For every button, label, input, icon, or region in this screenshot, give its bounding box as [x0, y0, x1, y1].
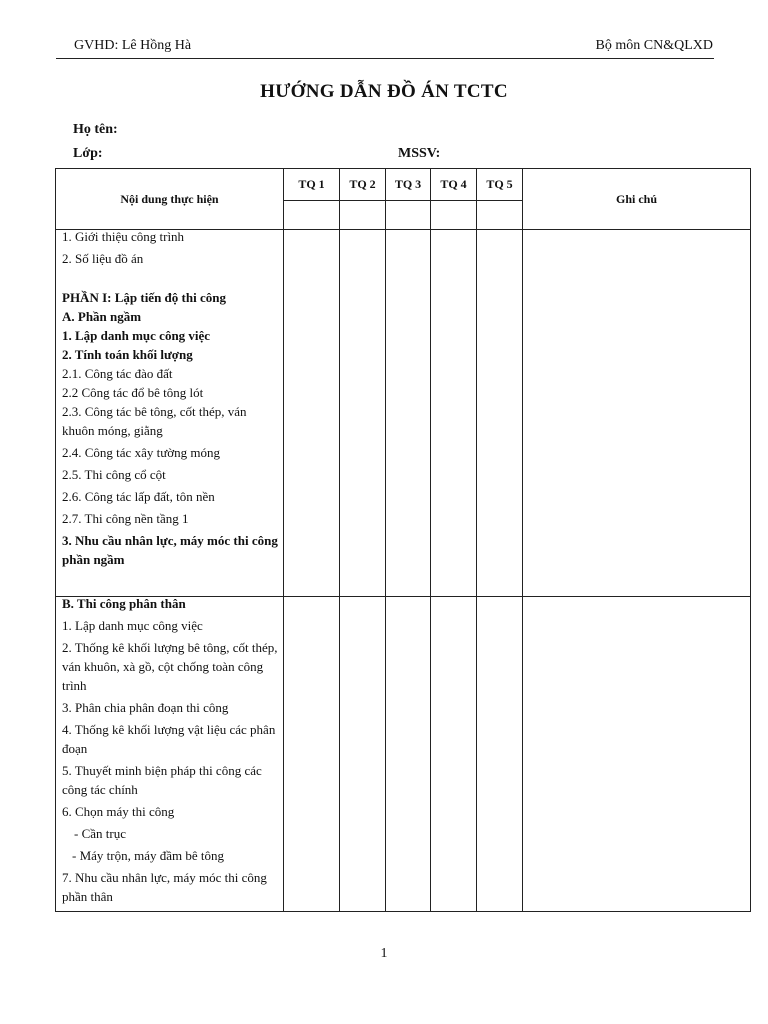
tq5-subcell	[477, 201, 523, 230]
list-item: - Cần trục	[74, 826, 126, 841]
tq3-cell	[386, 230, 431, 597]
table-row	[56, 597, 751, 912]
list-item: 3. Phân chia phân đoạn thi công	[62, 700, 229, 715]
tq4-subcell	[431, 201, 477, 230]
tq5-header: TQ 5	[477, 169, 523, 201]
section2-content	[56, 597, 284, 912]
list-item: 2.5. Thi công cổ cột	[62, 467, 166, 482]
section-heading: A. Phần ngầm	[62, 309, 142, 324]
name-label: Họ tên:	[73, 122, 118, 137]
list-item: 2.7. Thi công nền tầng 1	[62, 511, 189, 526]
section-heading: PHẦN I: Lập tiến độ thi công	[62, 290, 226, 305]
section-heading: 2. Tính toán khối lượng	[62, 347, 193, 362]
notes-column-header: Ghi chú	[523, 169, 751, 230]
section-heading: B. Thi công phân thân	[62, 596, 186, 611]
page-number: 1	[380, 946, 388, 961]
section-heading: 1. Lập danh mục công việc	[62, 328, 211, 343]
list-item: 2. Thống kê khối lượng bê tông, cốt thép, ván khuôn, xà gồ, cột chống toàn công trình	[62, 640, 278, 693]
section-heading: 3. Nhu cầu nhân lực, máy móc thi công phần ngầm	[62, 533, 278, 567]
list-item: - Máy trộn, máy đầm bê tông	[72, 848, 224, 863]
list-item: 2.2 Công tác đổ bê tông lót	[62, 385, 204, 400]
list-item: 7. Nhu cầu nhân lực, máy móc thi công phần thân	[62, 870, 267, 904]
notes-cell	[523, 230, 751, 597]
tq2-cell	[340, 597, 386, 912]
document-title: HƯỚNG DẪN ĐỒ ÁN TCTC	[260, 81, 508, 102]
tq4-cell	[431, 230, 477, 597]
header-rule	[56, 58, 714, 59]
tq5-cell	[477, 230, 523, 597]
header-department: Bộ môn CN&QLXD	[595, 38, 713, 53]
list-item: 2. Số liệu đồ án	[62, 251, 144, 266]
tq3-cell	[386, 597, 431, 912]
section1-content	[56, 230, 284, 597]
tq1-header: TQ 1	[284, 169, 340, 201]
tq1-cell	[284, 230, 340, 597]
list-item: 2.1. Công tác đào đất	[62, 366, 173, 381]
header-instructor: GVHD: Lê Hồng Hà	[74, 38, 192, 53]
tq4-header: TQ 4	[431, 169, 477, 201]
table-header-row	[56, 169, 751, 201]
list-item: 1. Giới thiệu công trình	[62, 229, 185, 244]
tq4-cell	[431, 597, 477, 912]
list-item: 2.6. Công tác lấp đất, tôn nền	[62, 489, 215, 504]
list-item: 6. Chọn máy thi công	[62, 804, 175, 819]
tq3-header: TQ 3	[386, 169, 431, 201]
content-column-header: Nội dung thực hiện	[56, 169, 284, 230]
tq5-cell	[477, 597, 523, 912]
student-id-label: MSSV:	[398, 146, 441, 161]
list-item: 2.3. Công tác bê tông, cốt thép, ván khuôn móng, giằng	[62, 404, 247, 438]
tq2-cell	[340, 230, 386, 597]
tq1-cell	[284, 597, 340, 912]
tq2-subcell	[340, 201, 386, 230]
notes-cell	[523, 597, 751, 912]
tq2-header: TQ 2	[340, 169, 386, 201]
tq3-subcell	[386, 201, 431, 230]
table-row	[56, 230, 751, 597]
list-item: 2.4. Công tác xây tường móng	[62, 445, 220, 460]
list-item: 5. Thuyết minh biện pháp thi công các công tác chính	[62, 763, 262, 797]
tq1-subcell	[284, 201, 340, 230]
class-label: Lớp:	[73, 146, 103, 161]
list-item: 1. Lập danh mục công việc	[62, 618, 203, 633]
progress-table	[55, 168, 751, 912]
list-item: 4. Thống kê khối lượng vật liệu các phân đoạn	[62, 722, 276, 756]
